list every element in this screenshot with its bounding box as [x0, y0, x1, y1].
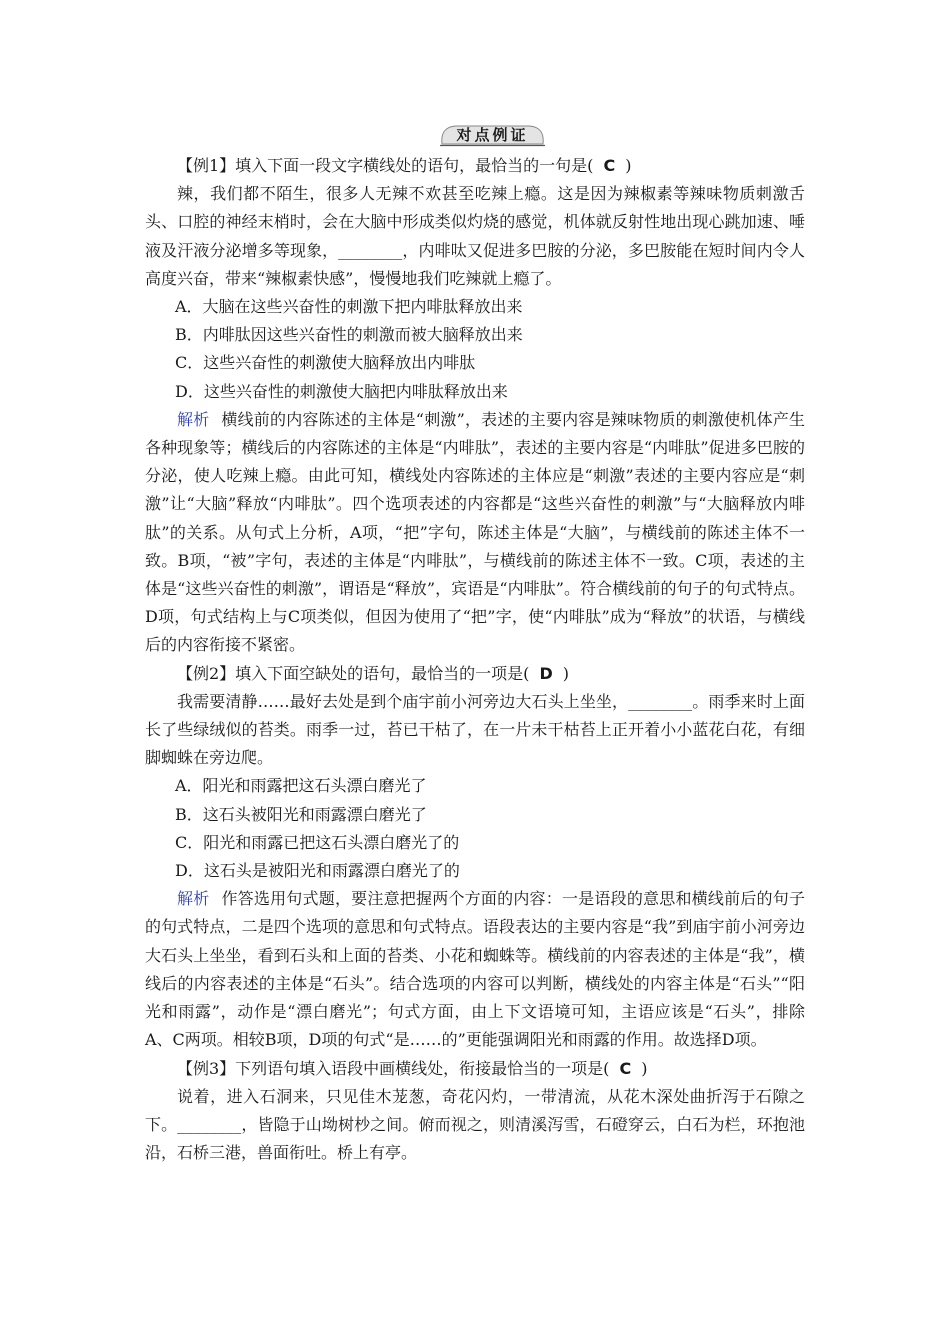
example-1-option-d: D．这些兴奋性的刺激使大脑把内啡肽释放出来 [175, 381, 508, 401]
example-2-answer: D [539, 663, 553, 683]
example-3-question: 【例3】下列语句填入语段中画横线处，衔接最恰当的一项是( C ) [177, 1058, 648, 1078]
example-2-option-d: D．这石头是被阳光和雨露漂白磨光了的 [175, 861, 460, 881]
example-1-option-b: B．内啡肽因这些兴奋性的刺激而被大脑释放出来 [175, 325, 523, 345]
example-1-passage: 辣，我们都不陌生，很多人无辣不欢甚至吃辣上瘾。这是因为辣椒素等辣味物质刺激舌头、口腔的神经末梢时，会在大脑中形成类似灼烧的感觉，机体就反射性地出现心跳加速、唾液及汗液分泌增多等现象，________，内啡呔又促进多巴胺的分泌，多巴胺能在短时间内令人高度兴奋，带来“辣椒素快感”，慢慢地我们吃辣就上瘾了。 [145, 184, 805, 288]
section-banner [440, 123, 545, 147]
analysis-label: 解析 [177, 409, 210, 429]
example-2-option-b: B．这石头被阳光和雨露漂白磨光了 [175, 804, 427, 824]
analysis-label: 解析 [177, 889, 210, 909]
example-2-passage: 我需要清静……最好去处是到个庙宇前小河旁边大石头上坐坐，________。雨季来时上面长了些绿绒似的苔类。雨季一过，苔已干枯了，在一片未干枯苔上正开着小小蓝花白花，有细脚蜘蛛在旁边爬。 [145, 691, 805, 768]
content [145, 152, 805, 1167]
example-2-option-c: C．阳光和雨露已把这石头漂白磨光了的 [175, 832, 460, 852]
example-1-option-c: C．这些兴奋性的刺激使大脑释放出内啡肽 [175, 353, 476, 373]
section-title: 对点例证 [456, 126, 529, 144]
example-2-question: 【例2】填入下面空缺处的语句，最恰当的一项是( D ) [177, 663, 569, 683]
example-1-option-a: A．大脑在这些兴奋性的刺激下把内啡肽释放出来 [175, 297, 523, 317]
example-2-option-a: A．阳光和雨露把这石头漂白磨光了 [175, 776, 427, 796]
example-1-question: 【例1】填入下面一段文字横线处的语句，最恰当的一句是( C ) [177, 156, 632, 175]
example-1-answer: C [603, 156, 616, 175]
example-1-analysis: 解析 横线前的内容陈述的主体是“刺激”，表述的主要内容是辣味物质的刺激使机体产生各种现象等；横线后的内容陈述的主体是“内啡肽”，表述的主要内容是“内啡肽”促进多巴胺的分泌，使人吃辣上瘾。由此可知，横线处内容陈述的主体应是“刺激”表述的主要内容应是“刺激”让“大脑”释放“内啡肽”。四个选项表述的内容都是“这些兴奋性的刺激”与“大脑释放内啡肽”的关系。从句式上分析，A项，“把”字句，陈述主体是“大脑”，与横线前的陈述主体不一致。B项，“被”字句，表述的主体是“内啡肽”，与横线前的陈述主体不一致。C项，表述的主体是“这些兴奋性的刺激”，谓语是“释放”，宾语是“内啡肽”。符合横线前的句子的句式特点。D项，句式结构上与C项类似，但因为使用了“把”字，使“内啡肽”成为“释放”的状语，与横线后的内容衔接不紧密。 [145, 409, 805, 655]
example-2-analysis: 解析 作答选用句式题，要注意把握两个方面的内容：一是语段的意思和横线前后的句子的句式特点，二是四个选项的意思和句式特点。语段表达的主要内容是“我”到庙宇前小河旁边大石头上坐坐，看到石头和上面的苔类、小花和蜘蛛等。横线前的内容表述的主体是“我”，横线后的内容表述的主体是“石头”。结合选项的内容可以判断，横线处的内容主体是“石头”“阳光和雨露”，动作是“漂白磨光”；句式方面，由上下文语境可知，主语应该是“石头”，排除A、C两项。相较B项，D项的句式“是……的”更能强调阳光和雨露的作用。故选择D项。 [145, 889, 805, 1050]
example-3-answer: C [619, 1058, 632, 1078]
example-3-passage: 说着，进入石洞来，只见佳木茏葱，奇花闪灼，一带清流，从花木深处曲折泻于石隙之下。________，皆隐于山坳树杪之间。俯而视之，则清溪泻雪，石磴穿云，白石为栏，环抱池沿，石桥三港，兽面衔吐。桥上有亭。 [145, 1086, 805, 1163]
